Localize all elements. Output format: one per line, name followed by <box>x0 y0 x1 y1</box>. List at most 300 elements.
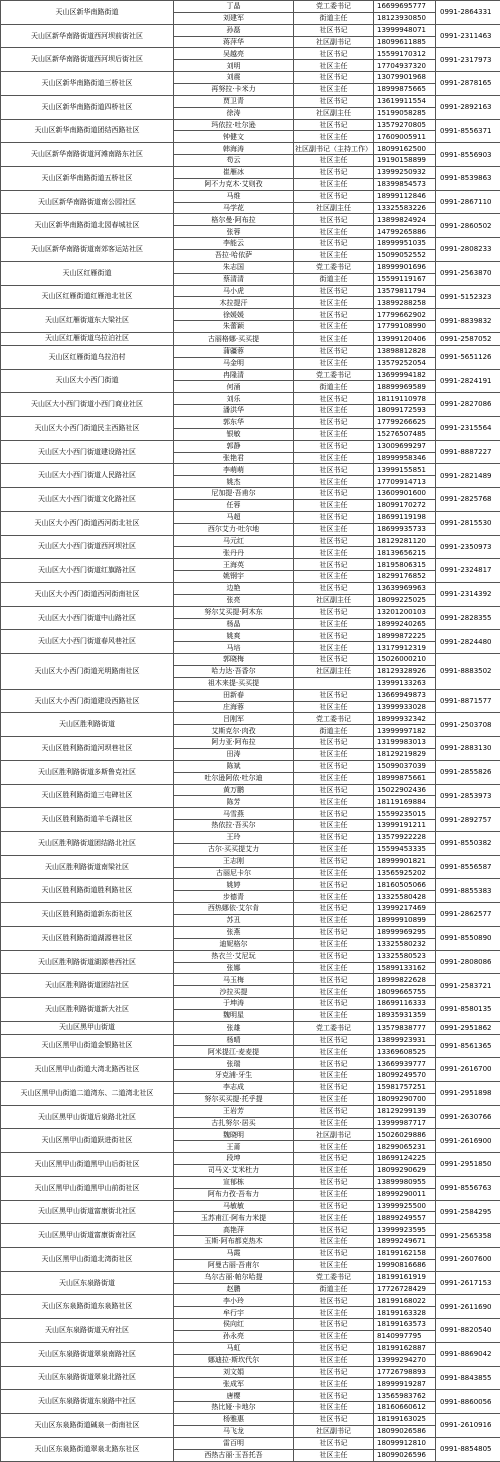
unit-cell: 天山区大小西门街道红旗路社区 <box>1 559 174 583</box>
table-row <box>1 926 500 938</box>
unit-cell: 天山区新华南路街道 <box>1 1 174 25</box>
unit-cell: 天山区新华南路街道河滩南路东社区 <box>1 143 174 167</box>
mobile-cell: 13999933028 <box>374 701 436 713</box>
mobile-cell: 13999923595 <box>374 1224 436 1236</box>
person-name-cell: 郭静 <box>174 440 294 452</box>
position-cell: 社区主任 <box>294 1141 374 1153</box>
mobile-cell: 13999925500 <box>374 1200 436 1212</box>
unit-cell: 天山区黑甲山街道二道湾东、二道湾北社区 <box>1 1081 174 1105</box>
person-name-cell: 蔡清清 <box>174 273 294 285</box>
table-row <box>1 119 500 131</box>
table-row <box>1 760 500 772</box>
mobile-cell: 13565925202 <box>374 867 436 879</box>
unit-cell: 天山区黑甲山街道富康街北社区 <box>1 1200 174 1224</box>
office-phone-cell: 0991-2503708 <box>436 713 500 737</box>
person-name-cell: 刘震 <box>174 72 294 84</box>
position-cell: 社区书记 <box>294 583 374 595</box>
person-name-cell: 姚杰 <box>174 476 294 488</box>
person-name-cell: 马雪燕 <box>174 808 294 820</box>
person-name-cell: 庄海蓉 <box>174 701 294 713</box>
unit-cell: 天山区黑甲山街道北湾街社区 <box>1 1248 174 1272</box>
person-name-cell: 黄万鹏 <box>174 784 294 796</box>
person-name-cell: 马玉梅 <box>174 974 294 986</box>
table-row <box>1 713 500 725</box>
position-cell: 社区书记 <box>294 784 374 796</box>
position-cell: 社区主任 <box>294 1259 374 1271</box>
position-cell: 社区主任 <box>294 1070 374 1082</box>
contact-table-body <box>1 1 500 1462</box>
position-cell: 社区书记 <box>294 1081 374 1093</box>
person-name-cell: 步德青 <box>174 891 294 903</box>
table-row <box>1 808 500 820</box>
table-row <box>1 879 500 891</box>
position-cell: 社区主任 <box>294 1378 374 1390</box>
position-cell: 社区主任 <box>294 499 374 511</box>
position-cell: 社区书记 <box>294 511 374 523</box>
office-phone-cell: 0991-8556587 <box>436 855 500 879</box>
mobile-cell: 18399854573 <box>374 178 436 190</box>
position-cell: 社区书记 <box>294 393 374 405</box>
table-row <box>1 1295 500 1307</box>
mobile-cell: 13325580428 <box>374 891 436 903</box>
unit-cell: 天山区东泉路街道翠泉北路东社区 <box>1 1437 174 1461</box>
office-phone-cell: 0991-2892757 <box>436 808 500 832</box>
mobile-cell: 18123930850 <box>374 12 436 24</box>
table-row <box>1 855 500 867</box>
person-name-cell: 乌尔古丽·帕尔哈提 <box>174 1271 294 1283</box>
person-name-cell: 热比娅·卡地尔 <box>174 1402 294 1414</box>
position-cell: 社区书记 <box>294 654 374 666</box>
table-row <box>1 72 500 84</box>
position-cell: 社区主任 <box>294 891 374 903</box>
person-name-cell: 马元红 <box>174 535 294 547</box>
person-name-cell: 木拉提汗 <box>174 297 294 309</box>
mobile-cell: 18299065231 <box>374 1141 436 1153</box>
position-cell: 社区书记 <box>294 488 374 500</box>
mobile-cell: 13201200103 <box>374 606 436 618</box>
unit-cell: 天山区胜利路街道羊毛湖社区 <box>1 808 174 832</box>
table-row <box>1 832 500 844</box>
position-cell: 社区主任 <box>294 476 374 488</box>
unit-cell: 天山区胜利路街道新大社区 <box>1 998 174 1022</box>
position-cell: 社区书记 <box>294 167 374 179</box>
person-name-cell: 任蓉 <box>174 499 294 511</box>
mobile-cell: 18999249671 <box>374 1236 436 1248</box>
person-name-cell: 吐尔逊阿依·吐尔迪 <box>174 772 294 784</box>
unit-cell: 天山区大小西门街道中山路社区 <box>1 606 174 630</box>
person-name-cell: 陈芳 <box>174 796 294 808</box>
mobile-cell: 13325583226 <box>374 202 436 214</box>
table-row <box>1 143 500 155</box>
office-phone-cell: 0991-2867110 <box>436 190 500 214</box>
office-phone-cell: 0991-2565358 <box>436 1224 500 1248</box>
office-phone-cell: 0991-8839832 <box>436 309 500 333</box>
position-cell: 社区主任 <box>294 1402 374 1414</box>
office-phone-cell: 0991-2563870 <box>436 261 500 285</box>
mobile-cell: 18099225025 <box>374 594 436 606</box>
table-row <box>1 1058 500 1070</box>
position-cell: 社区书记 <box>294 998 374 1010</box>
person-name-cell: 雷百明 <box>174 1437 294 1449</box>
person-name-cell: 徐媛媛 <box>174 309 294 321</box>
position-cell: 社区书记 <box>294 238 374 250</box>
office-phone-cell: 0991-2315564 <box>436 416 500 440</box>
office-phone-cell: 0991-2350973 <box>436 535 500 559</box>
mobile-cell: 13999191211 <box>374 820 436 832</box>
table-row <box>1 737 500 749</box>
person-name-cell: 热依拉·吾买尔 <box>174 820 294 832</box>
table-row <box>1 48 500 60</box>
person-name-cell: 马虹 <box>174 1342 294 1354</box>
office-phone-cell: 0991-2610916 <box>436 1414 500 1438</box>
table-row <box>1 950 500 962</box>
unit-cell: 天山区大小西门街道西河坝社区 <box>1 535 174 559</box>
mobile-cell: 15099052552 <box>374 250 436 262</box>
person-name-cell: 马培 <box>174 642 294 654</box>
person-name-cell: 刘乐 <box>174 393 294 405</box>
position-cell: 街道主任 <box>294 381 374 393</box>
unit-cell: 天山区大小西门街道民主西路社区 <box>1 416 174 440</box>
unit-cell: 天山区新华南路街道南公园社区 <box>1 190 174 214</box>
unit-cell: 天山区黑甲山街道金银路社区 <box>1 1034 174 1058</box>
office-phone-cell: 0991-8871577 <box>436 689 500 713</box>
person-name-cell: 田新春 <box>174 689 294 701</box>
position-cell: 社区书记 <box>294 1200 374 1212</box>
office-phone-cell: 0991-2317973 <box>436 48 500 72</box>
person-name-cell: 马学花 <box>174 202 294 214</box>
position-cell: 社区主任 <box>294 178 374 190</box>
person-name-cell: 刘建军 <box>174 12 294 24</box>
mobile-cell: 13619911554 <box>374 95 436 107</box>
unit-cell: 天山区大小西门街道建设西路社区 <box>1 689 174 713</box>
person-name-cell: 田涛 <box>174 749 294 761</box>
position-cell: 社区主任 <box>294 571 374 583</box>
unit-cell: 天山区黑甲山街道跃进街社区 <box>1 1129 174 1153</box>
table-row <box>1 1390 500 1402</box>
person-name-cell: 努尔艾买提·阿木东 <box>174 606 294 618</box>
table-row <box>1 261 500 273</box>
position-cell: 党工委书记 <box>294 369 374 381</box>
table-row <box>1 559 500 571</box>
table-row <box>1 606 500 618</box>
mobile-cell: 18099026586 <box>374 1425 436 1437</box>
person-name-cell: 张蓉 <box>174 226 294 238</box>
person-name-cell: 牟行宇 <box>174 1307 294 1319</box>
position-cell: 社区书记 <box>294 855 374 867</box>
person-name-cell: 宣郁栋 <box>174 1176 294 1188</box>
mobile-cell: 18099611885 <box>374 36 436 48</box>
unit-cell: 天山区黑甲山街道后泉路北社区 <box>1 1105 174 1129</box>
unit-cell: 天山区新华南路街道西河坝前街社区 <box>1 24 174 48</box>
position-cell: 社区主任 <box>294 1046 374 1058</box>
position-cell: 社区书记 <box>294 903 374 915</box>
person-name-cell: 赵鹏 <box>174 1283 294 1295</box>
position-cell: 社区主任 <box>294 618 374 630</box>
unit-cell: 天山区东泉路街道东泉路社区 <box>1 1295 174 1319</box>
position-cell: 社区副书记 <box>294 36 374 48</box>
mobile-cell: 19990816686 <box>374 1259 436 1271</box>
mobile-cell: 18129328926 <box>374 666 436 678</box>
mobile-cell: 18999932342 <box>374 713 436 725</box>
office-phone-cell: 0991-8843855 <box>436 1366 500 1390</box>
person-name-cell: 吕刚军 <box>174 713 294 725</box>
office-phone-cell: 0991-2951850 <box>436 1153 500 1177</box>
position-cell: 社区主任 <box>294 226 374 238</box>
mobile-cell: 18999290011 <box>374 1188 436 1200</box>
table-row <box>1 1437 500 1449</box>
person-name-cell: 魏明星 <box>174 1009 294 1021</box>
office-phone-cell: 0991-2828355 <box>436 606 500 630</box>
person-name-cell: 马小虎 <box>174 285 294 297</box>
table-row <box>1 903 500 915</box>
table-row <box>1 464 500 476</box>
table-row <box>1 630 500 642</box>
position-cell: 社区书记 <box>294 1390 374 1402</box>
position-cell: 社区书记 <box>294 48 374 60</box>
position-cell: 社区主任 <box>294 1117 374 1129</box>
table-row <box>1 214 500 226</box>
position-cell: 社区书记 <box>294 689 374 701</box>
position-cell: 社区主任 <box>294 1009 374 1021</box>
mobile-cell: 15599170312 <box>374 48 436 60</box>
person-name-cell: 沙拉买提 <box>174 986 294 998</box>
position-cell: 社区书记 <box>294 440 374 452</box>
person-name-cell: 李能云 <box>174 238 294 250</box>
unit-cell: 天山区胜利路街道团结路北社区 <box>1 832 174 856</box>
person-name-cell: 西热娜依·艾尔肯 <box>174 903 294 915</box>
position-cell: 社区主任 <box>294 250 374 262</box>
mobile-cell: 13579252054 <box>374 357 436 369</box>
unit-cell: 天山区大小西门街道西河街南社区 <box>1 583 174 607</box>
person-name-cell: 何涌 <box>174 381 294 393</box>
person-name-cell: 杨晶 <box>174 618 294 630</box>
person-name-cell: 阿不力克木·艾则孜 <box>174 178 294 190</box>
position-cell: 社区书记 <box>294 926 374 938</box>
mobile-cell: 17704937320 <box>374 60 436 72</box>
position-cell: 社区主任 <box>294 1188 374 1200</box>
mobile-cell: 13898812828 <box>374 345 436 357</box>
person-name-cell: 边艳 <box>174 583 294 595</box>
mobile-cell: 13609901600 <box>374 488 436 500</box>
table-row <box>1 1153 500 1165</box>
table-row <box>1 190 500 202</box>
office-phone-cell: 0991-8869042 <box>436 1342 500 1366</box>
person-name-cell: 格尔曼·阿布拉 <box>174 214 294 226</box>
position-cell: 社区书记 <box>294 345 374 357</box>
unit-cell: 天山区大小西门街道文化路社区 <box>1 488 174 512</box>
position-cell: 社区主任 <box>294 1236 374 1248</box>
mobile-cell: 13669949873 <box>374 689 436 701</box>
person-name-cell: 阿布力孜·吾布力 <box>174 1188 294 1200</box>
office-phone-cell: 0991-2855826 <box>436 760 500 784</box>
person-name-cell: 姚爽 <box>174 630 294 642</box>
position-cell: 社区书记 <box>294 832 374 844</box>
person-name-cell: 段坤 <box>174 1153 294 1165</box>
mobile-cell: 18899249557 <box>374 1212 436 1224</box>
unit-cell: 天山区胜利路街道南梁社区 <box>1 855 174 879</box>
person-name-cell: 马金明 <box>174 357 294 369</box>
person-name-cell: 孙磊 <box>174 24 294 36</box>
mobile-cell: 18899969589 <box>374 381 436 393</box>
person-name-cell: 于坤涛 <box>174 998 294 1010</box>
person-name-cell: 张亮 <box>174 594 294 606</box>
mobile-cell: 18999822628 <box>374 974 436 986</box>
person-name-cell: 王岩芳 <box>174 1105 294 1117</box>
office-phone-cell: 0991-2311463 <box>436 24 500 48</box>
person-name-cell: 王莆 <box>174 1141 294 1153</box>
office-phone-cell: 0991-2827086 <box>436 393 500 417</box>
mobile-cell: 8140997795 <box>374 1331 436 1343</box>
person-name-cell: 阿曼古丽·吾甫尔 <box>174 1259 294 1271</box>
table-row <box>1 1342 500 1354</box>
mobile-cell: 18699119198 <box>374 511 436 523</box>
person-name-cell: 姚钢宇 <box>174 571 294 583</box>
table-row <box>1 285 500 297</box>
person-name-cell: 西尔艾力·吐尔地 <box>174 523 294 535</box>
office-phone-cell: 0991-8550890 <box>436 926 500 950</box>
mobile-cell: 17709914713 <box>374 476 436 488</box>
mobile-cell: 18199162158 <box>374 1248 436 1260</box>
person-name-cell: 高艳萍 <box>174 1224 294 1236</box>
position-cell: 社区主任 <box>294 321 374 333</box>
position-cell: 社区主任 <box>294 131 374 143</box>
person-name-cell: 热衣兰·艾尼玩 <box>174 950 294 962</box>
unit-cell: 天山区胜利路街道三屯碑社区 <box>1 784 174 808</box>
person-name-cell: 古丽格娜·买买提 <box>174 333 294 346</box>
office-phone-cell: 0991-2824480 <box>436 630 500 654</box>
position-cell: 党工委书记 <box>294 1 374 13</box>
position-cell: 社区书记 <box>294 1248 374 1260</box>
mobile-cell: 18099665755 <box>374 986 436 998</box>
position-cell: 社区主任 <box>294 938 374 950</box>
unit-cell: 天山区黑甲山街道 <box>1 1021 174 1034</box>
person-name-cell: 蒲疆蓉 <box>174 345 294 357</box>
mobile-cell: 18999240265 <box>374 618 436 630</box>
position-cell: 社区主任 <box>294 915 374 927</box>
mobile-cell: 18099290629 <box>374 1165 436 1177</box>
position-cell: 社区主任 <box>294 1307 374 1319</box>
unit-cell: 天山区黑甲山街道黑甲山前街社区 <box>1 1176 174 1200</box>
mobile-cell: 17799266625 <box>374 416 436 428</box>
mobile-cell: 13079901968 <box>374 72 436 84</box>
office-phone-cell: 0991-8580135 <box>436 998 500 1022</box>
mobile-cell: 13179912319 <box>374 642 436 654</box>
office-phone-cell: 0991-8550382 <box>436 832 500 856</box>
person-name-cell: 古丽尼卡尔 <box>174 867 294 879</box>
mobile-cell: 13999294270 <box>374 1354 436 1366</box>
mobile-cell: 18099162500 <box>374 143 436 155</box>
position-cell: 社区主任 <box>294 642 374 654</box>
office-phone-cell: 0991-2630766 <box>436 1105 500 1129</box>
position-cell: 社区书记 <box>294 535 374 547</box>
table-row <box>1 488 500 500</box>
position-cell: 社区副书记 <box>294 1425 374 1437</box>
table-row <box>1 333 500 346</box>
office-phone-cell: 0991-2611690 <box>436 1295 500 1319</box>
mobile-cell: 15599453335 <box>374 843 436 855</box>
table-row <box>1 24 500 36</box>
mobile-cell: 13669939777 <box>374 1058 436 1070</box>
position-cell: 社区书记 <box>294 214 374 226</box>
person-name-cell: 再努拉·卡米力 <box>174 84 294 96</box>
mobile-cell: 15099037039 <box>374 760 436 772</box>
mobile-cell: 13369608525 <box>374 1046 436 1058</box>
mobile-cell: 18129281120 <box>374 535 436 547</box>
office-phone-cell: 0991-5152323 <box>436 285 500 309</box>
position-cell: 社区副主任 <box>294 107 374 119</box>
position-cell: 社区主任 <box>294 843 374 855</box>
mobile-cell: 18129219829 <box>374 749 436 761</box>
person-name-cell: 魏晓明 <box>174 1129 294 1141</box>
unit-cell: 天山区新华南路街道南郊客运站社区 <box>1 238 174 262</box>
office-phone-cell: 0991-8539863 <box>436 167 500 191</box>
person-name-cell: 古尔·买买提艾力 <box>174 843 294 855</box>
position-cell: 社区主任 <box>294 428 374 440</box>
position-cell: 社区主任 <box>294 297 374 309</box>
unit-cell: 天山区新华南路街道团结西路社区 <box>1 119 174 143</box>
office-phone-cell: 0991-5651126 <box>436 345 500 369</box>
unit-cell: 天山区红雁街道乌拉泊村 <box>1 345 174 369</box>
mobile-cell: 18299176852 <box>374 571 436 583</box>
office-phone-cell: 0991-2583721 <box>436 974 500 998</box>
office-phone-cell: 0991-8556763 <box>436 1176 500 1200</box>
position-cell: 社区书记 <box>294 760 374 772</box>
position-cell: 社区书记 <box>294 1034 374 1046</box>
person-name-cell: 李小玲 <box>174 1295 294 1307</box>
position-cell: 社区书记 <box>294 1224 374 1236</box>
mobile-cell: 18199162887 <box>374 1342 436 1354</box>
position-cell: 社区副主任 <box>294 202 374 214</box>
unit-cell: 天山区新华南路街道三桥社区 <box>1 72 174 96</box>
unit-cell: 天山区红雁街道东大梁社区 <box>1 309 174 333</box>
office-phone-cell: 0991-8854805 <box>436 1437 500 1461</box>
person-name-cell: 马超 <box>174 511 294 523</box>
mobile-cell: 13579922228 <box>374 832 436 844</box>
position-cell: 社区主任 <box>294 867 374 879</box>
mobile-cell: 18699116333 <box>374 998 436 1010</box>
person-name-cell: 蒋萍华 <box>174 36 294 48</box>
office-phone-cell: 0991-2808233 <box>436 238 500 262</box>
office-phone-cell: 0991-2587052 <box>436 333 500 346</box>
person-name-cell: 吾拉·哈依萨 <box>174 250 294 262</box>
mobile-cell: 14799265886 <box>374 226 436 238</box>
person-name-cell: 祖木来提·买买提 <box>174 677 294 689</box>
mobile-cell: 15599235015 <box>374 808 436 820</box>
mobile-cell: 18139656215 <box>374 547 436 559</box>
mobile-cell: 13325580523 <box>374 950 436 962</box>
mobile-cell: 18999901821 <box>374 855 436 867</box>
unit-cell: 天山区胜利路街道团结社区 <box>1 974 174 998</box>
table-row <box>1 1 500 13</box>
person-name-cell: 苟云 <box>174 155 294 167</box>
table-row <box>1 238 500 250</box>
office-phone-cell: 0991-2824191 <box>436 369 500 393</box>
position-cell: 社区主任 <box>294 405 374 417</box>
person-name-cell: 阿米提江·麦麦提 <box>174 1046 294 1058</box>
unit-cell: 天山区红雁街道红雁池北社区 <box>1 285 174 309</box>
person-name-cell: 苏丑 <box>174 915 294 927</box>
mobile-cell: 13999155851 <box>374 464 436 476</box>
position-cell: 社区书记 <box>294 24 374 36</box>
office-phone-cell: 0991-8561365 <box>436 1034 500 1058</box>
position-cell: 社区主任 <box>294 60 374 72</box>
office-phone-cell: 0991-2864331 <box>436 1 500 25</box>
person-name-cell: 潘洪华 <box>174 405 294 417</box>
unit-cell: 天山区东泉路街道天府社区 <box>1 1319 174 1343</box>
position-cell: 社区书记 <box>294 737 374 749</box>
person-name-cell: 李志成 <box>174 1081 294 1093</box>
office-phone-cell: 0991-2862577 <box>436 903 500 927</box>
